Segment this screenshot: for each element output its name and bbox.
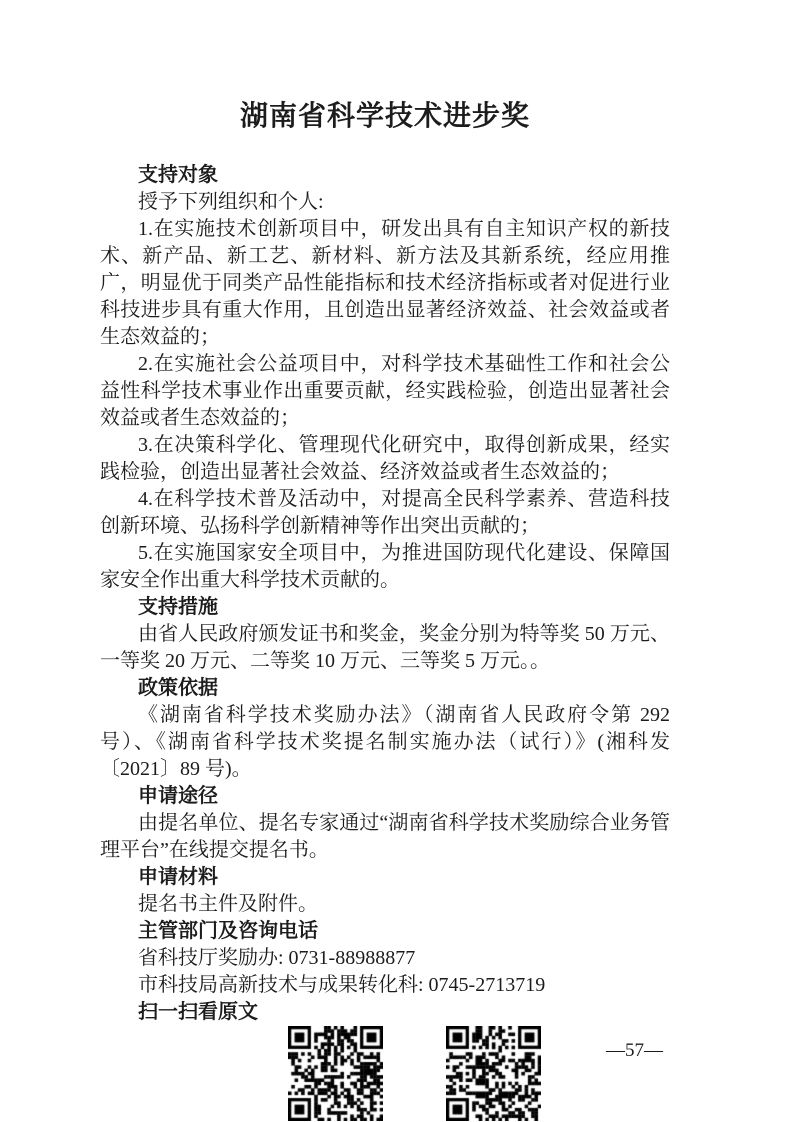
qr-code-left — [288, 1026, 383, 1121]
qr-code-right — [446, 1026, 541, 1121]
section-policy-basis — [100, 675, 670, 783]
paragraph: 5.在实施国家安全项目中，为推进国防现代化建设、保障国家安全作出重大科学技术贡献的。 — [100, 542, 670, 591]
qr-code-left-image — [288, 1026, 383, 1121]
section-scan-original — [100, 999, 670, 1121]
page-title: 湖南省科学技术进步奖 — [239, 101, 530, 132]
paragraph: 授予下列组织和个人: — [138, 191, 324, 213]
section-heading-support-target: 支持对象 — [138, 164, 218, 186]
section-application-materials — [100, 864, 670, 918]
section-heading-scan-original: 扫一扫看原文 — [138, 1001, 258, 1023]
paragraph: 1.在实施技术创新项目中，研发出具有自主知识产权的新技术、新产品、新工艺、新材料、新方法及其新系统，经应用推广，明显优于同类产品性能指标和技术经济指标或者对促进行业科技进步具有重大作用，且创造出显著经济效益、社会效益或者生态效益的； — [100, 218, 670, 348]
paragraph: 由省人民政府颁发证书和奖金，奖金分别为特等奖 50 万元、一等奖 20 万元、二等奖 10 万元、三等奖 5 万元。。 — [100, 623, 670, 672]
paragraph: 2.在实施社会公益项目中，对科学技术基础性工作和社会公益性科学技术事业作出重要贡献，经实践检验，创造出显著社会效益或者生态效益的； — [100, 353, 670, 429]
paragraph: 3.在决策科学化、管理现代化研究中，取得创新成果，经实践检验，创造出显著社会效益、经济效益或者生态效益的； — [100, 434, 670, 483]
section-contact — [100, 918, 670, 999]
contact-phone-municipal: 市科技局高新技术与成果转化科: 0745-2713719 — [138, 974, 546, 996]
contact-phone-provincial: 省科技厅奖励办: 0731-88988877 — [138, 947, 416, 969]
section-application-channel — [100, 783, 670, 864]
paragraph: 4.在科学技术普及活动中，对提高全民科学素养、营造科技创新环境、弘扬科学创新精神等作出突出贡献的； — [100, 488, 670, 537]
paragraph: 《湖南省科学技术奖励办法》（湖南省人民政府令第 292 号）、《湖南省科学技术奖提名制实施办法（试行）》(湘科发〔2021〕89 号)。 — [100, 704, 670, 780]
section-heading-application-channel: 申请途径 — [138, 785, 218, 807]
section-heading-policy-basis: 政策依据 — [138, 677, 218, 699]
section-heading-application-materials: 申请材料 — [138, 866, 218, 888]
paragraph: 由提名单位、提名专家通过“湖南省科学技术奖励综合业务管理平台”在线提交提名书。 — [100, 812, 670, 861]
paragraph: 提名书主件及附件。 — [138, 893, 318, 915]
section-support-target — [100, 162, 670, 594]
section-heading-support-measures: 支持措施 — [138, 596, 218, 618]
section-support-measures — [100, 594, 670, 675]
qr-code-row — [100, 1026, 670, 1121]
qr-code-right-image — [446, 1026, 541, 1121]
page-number: —57— — [606, 1040, 663, 1061]
section-heading-contact: 主管部门及咨询电话 — [138, 920, 318, 942]
